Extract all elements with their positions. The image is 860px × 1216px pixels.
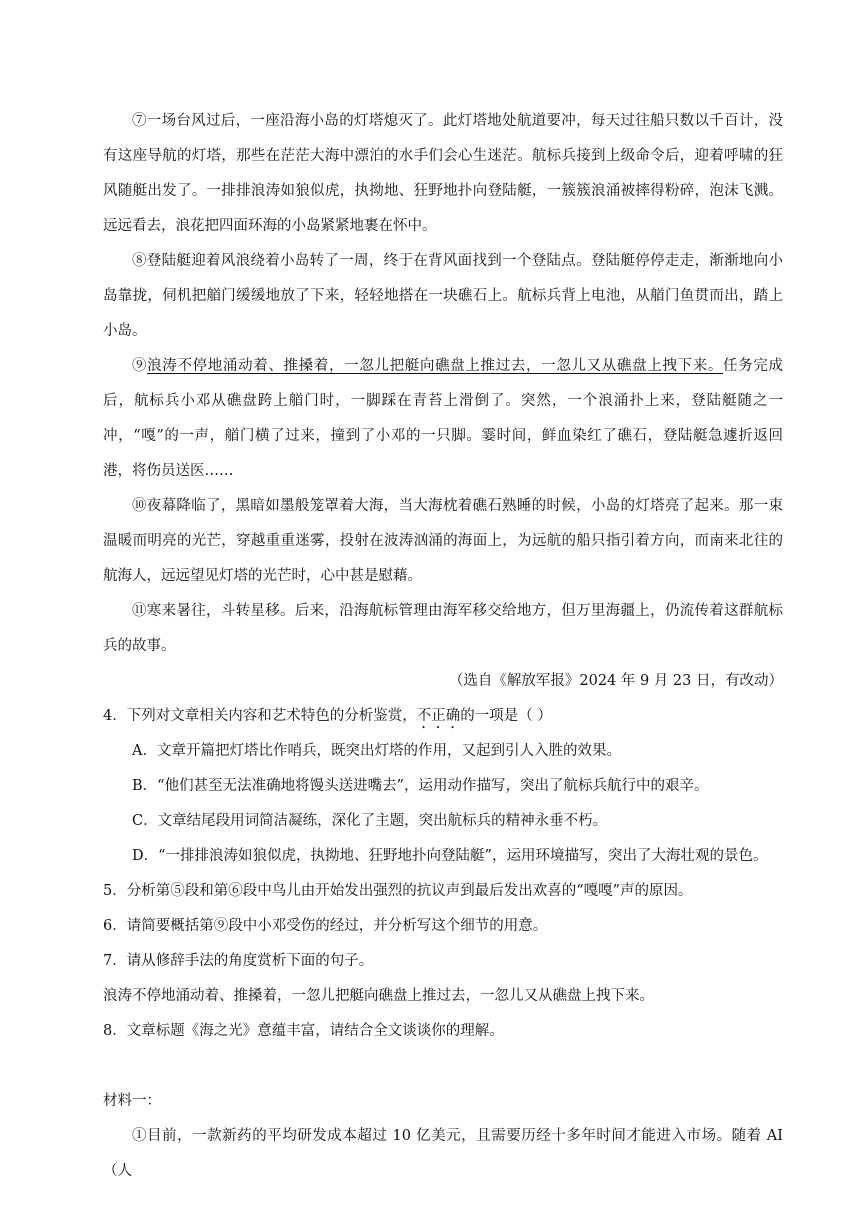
paragraph-7: ⑦一场台风过后，一座沿海小岛的灯塔熄灭了。此灯塔地处航道要冲，每天过往船只数以千百计，没有这座导航的灯塔，那些在茫茫大海中漂泊的水手们会心生迷茫。航标兵接到上级命令后，迎着呼啸的狂风随艇出发了。一排排浪涛如狼似虎，执拗地、狂野地扑向登陆艇，一簇簇浪涌被摔得粉碎，泡沫飞溅。远远看去，浪花把四面环海的小岛紧紧地裹在怀中。	[103, 113, 783, 234]
material-paragraph-1: ①目前，一款新药的平均研发成本超过 10 亿美元，且需要历经十多年时间才能进入市场。随着 AI（人	[103, 1128, 783, 1179]
source-citation: （选自《解放军报》2024 年 9 月 23 日，有改动）	[448, 673, 783, 689]
question-4	[103, 699, 783, 734]
material-heading: 材料一：	[103, 1093, 161, 1109]
paragraph-10: ⑩夜幕降临了，黑暗如墨般笼罩着大海，当大海枕着礁石熟睡的时候，小岛的灯塔亮了起来。那一束温暖而明亮的光芒，穿越重重迷雾，投射在波涛汹涌的海面上，为远航的船只指引着方向，而南来北往的航海人，远远望见灯塔的光芒时，心中甚是慰藉。	[103, 498, 783, 584]
question-4-option-d: D．“一排排浪涛如狼似虎，执拗地、狂野地扑向登陆艇”，运用环境描写，突出了大海壮观的景色。	[132, 848, 768, 864]
question-4-emphasis: 不正确	[416, 708, 461, 724]
question-6: 6．请简要概括第⑨段中小邓受伤的经过，并分析写这个细节的用意。	[103, 918, 548, 934]
question-4-option-a: A．文章开篇把灯塔比作哨兵，既突出灯塔的作用，又起到引人入胜的效果。	[132, 743, 621, 759]
question-7-sentence: 浪涛不停地涌动着、推搡着，一忽儿把艇向礁盘上推过去，一忽儿又从礁盘上拽下来。	[103, 988, 654, 1004]
question-5: 5．分析第⑤段和第⑥段中鸟儿由开始发出强烈的抗议声到最后发出欢喜的“嘎嘎”声的原因。	[103, 883, 693, 899]
question-4-prefix: 4．下列对文章相关内容和艺术特色的分析鉴赏，	[103, 708, 417, 724]
paragraph-9-rest: 任务完成后，航标兵小邓从礁盘跨上艏门时，一脚踩在青苔上滑倒了。突然，一个浪涌扑上来，登陆艇随之一冲，“嘎”的一声，艏门横了过来，撞到了小邓的一只脚。霎时间，鲜血染红了礁石，登陆艇急遽折返回港，将伤员送医……	[103, 358, 784, 479]
question-8: 8．文章标题《海之光》意蕴丰富，请结合全文谈谈你的理解。	[103, 1023, 504, 1039]
question-4-suffix: 的一项是（ ）	[460, 708, 552, 724]
section-gap	[103, 1049, 783, 1084]
question-4-option-b: B．“他们甚至无法准确地将馒头送进嘴去”，运用动作描写，突出了航标兵航行中的艰辛。	[132, 778, 709, 794]
paragraph-9-underlined-sentence: 浪涛不停地涌动着、推搡着，一忽儿把艇向礁盘上推过去，一忽儿又从礁盘上拽下来。	[147, 358, 724, 374]
document-page	[103, 104, 783, 1189]
paragraph-9-marker: ⑨	[132, 358, 148, 374]
paragraph-8: ⑧登陆艇迎着风浪绕着小岛转了一周，终于在背风面找到一个登陆点。登陆艇停停走走，渐渐地向小岛靠拢，伺机把艏门缓缓地放了下来，轻轻地搭在一块礁石上。航标兵背上电池，从艏门鱼贯而出，踏上小岛。	[103, 253, 783, 339]
question-4-option-c: C．文章结尾段用词简洁凝练，深化了主题，突出航标兵的精神永垂不朽。	[132, 813, 608, 829]
paragraph-9	[103, 349, 783, 489]
question-7: 7．请从修辞手法的角度赏析下面的句子。	[103, 953, 374, 969]
paragraph-11: ⑪寒来暑往，斗转星移。后来，沿海航标管理由海军移交给地方，但万里海疆上，仍流传着这群航标兵的故事。	[103, 603, 783, 654]
